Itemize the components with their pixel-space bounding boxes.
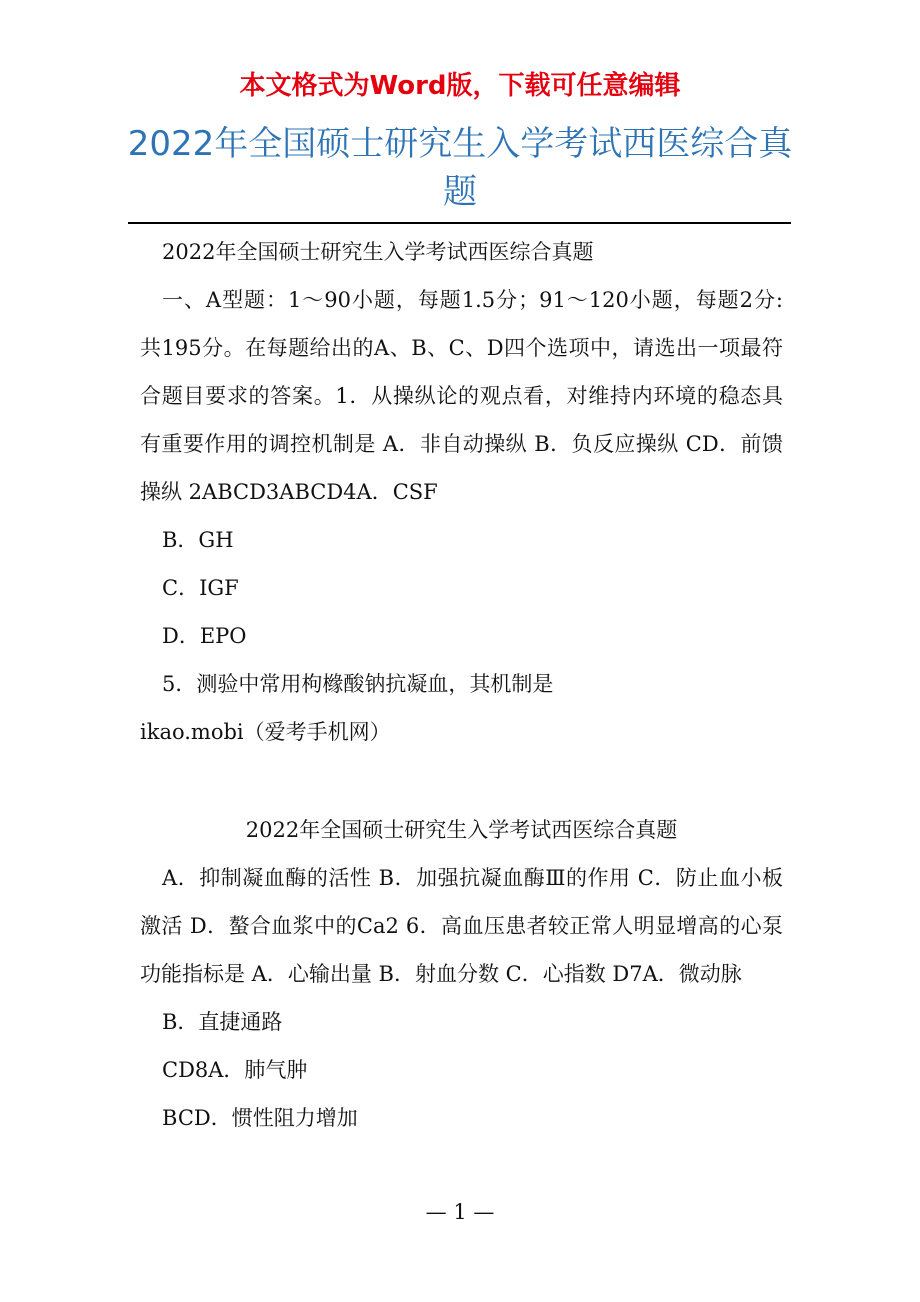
section-1-heading: 2022年全国硕士研究生入学考试西医综合真题 — [162, 240, 594, 264]
format-notice: 本文格式为Word版，下载可任意编辑 — [239, 71, 681, 101]
option-line: B．直捷通路 — [162, 1010, 283, 1034]
question-line: 5．测验中常用枸橼酸钠抗凝血，其机制是 — [162, 672, 554, 696]
section-2-paragraph: A．抑制凝血酶的活性 B．加强抗凝血酶Ⅲ的作用 C．防止血小板激活 D．螯合血浆中的Ca2 6．高血压患者较正常人明显增高的心泵功能指标是 A．心输出量 B．射血分数 C．心指数 D7A．微动脉 — [140, 866, 783, 986]
section-1-paragraph: 一、A型题：1～90小题，每题1.5分；91～120小题，每题2分: 共195分。在每题给出的A、B、C、D四个选项中，请选出一项最符合题目要求的答案。1．从操纵论的观点看，对维持内环境的稳态具有重要作用的调控机制是 A．非自动操纵 B．负反应操纵 CD．前馈操纵 2ABCD3ABCD4A．CSF — [140, 288, 783, 504]
title-divider — [128, 222, 791, 224]
section-2-heading: 2022年全国硕士研究生入学考试西医综合真题 — [245, 818, 678, 842]
section-1 — [140, 228, 783, 756]
source-line: ikao.mobi（爱考手机网） — [140, 720, 391, 744]
option-line: B．GH — [162, 528, 234, 552]
option-line: D．EPO — [162, 624, 247, 648]
option-line: C．IGF — [162, 576, 239, 600]
option-line: CD8A．肺气肿 — [162, 1058, 308, 1082]
page-number: — 1 — — [425, 1200, 495, 1224]
option-line: BCD．惯性阻力增加 — [162, 1106, 358, 1130]
document-title: 2022年全国硕士研究生入学考试西医综合真题 — [127, 124, 793, 212]
section-2 — [140, 806, 783, 1142]
